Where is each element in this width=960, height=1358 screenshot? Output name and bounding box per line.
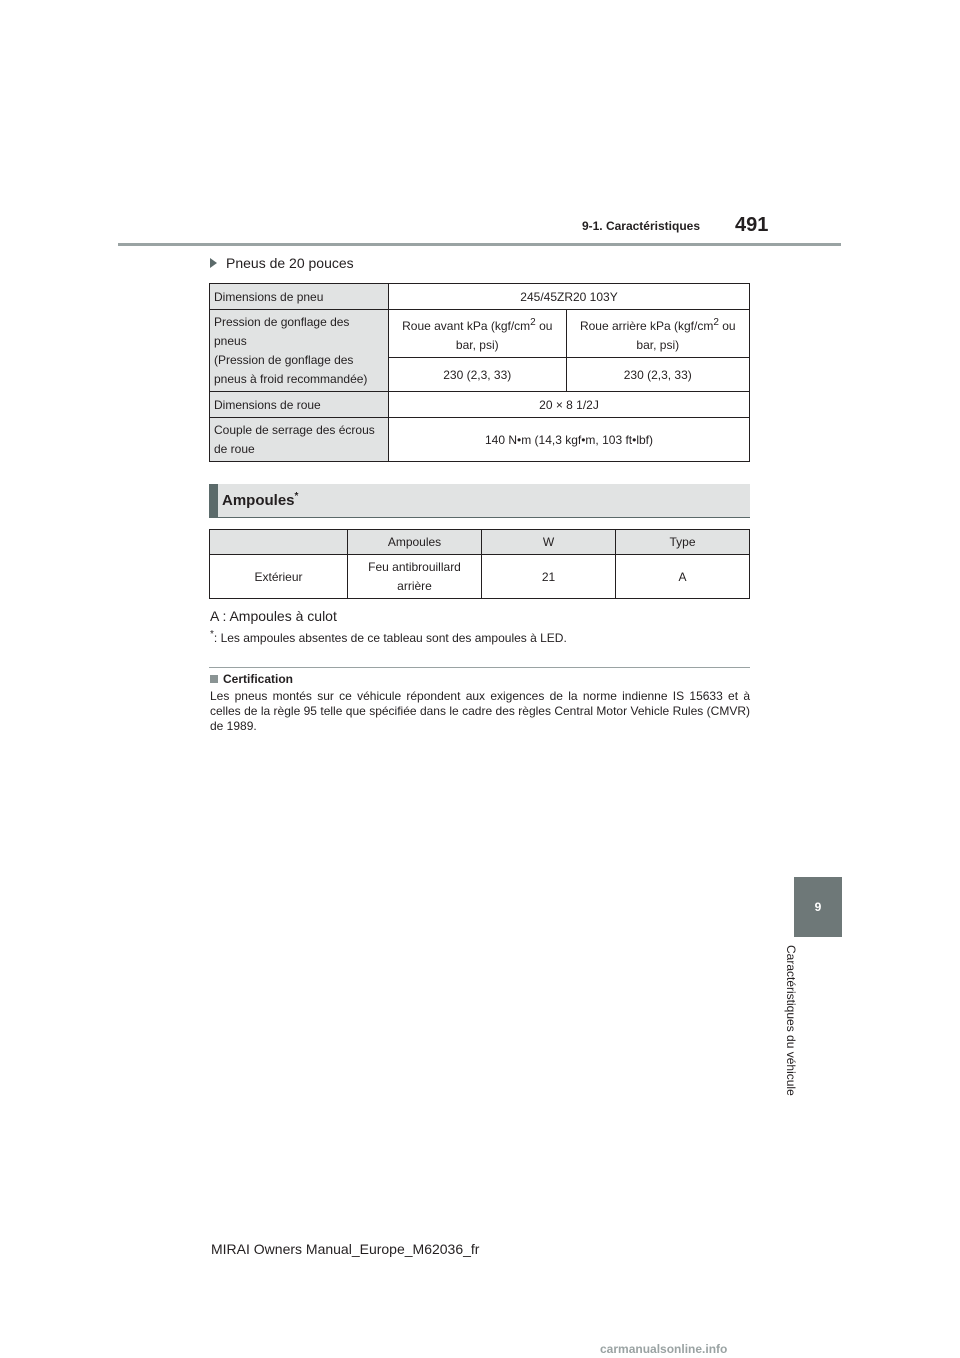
bulb-location: Extérieur (210, 555, 348, 599)
triangle-bullet-icon (210, 258, 217, 268)
section-marker-bar (209, 484, 218, 518)
front-header-units: bar, psi) (455, 337, 499, 352)
bulb-header-empty (210, 530, 348, 555)
bulb-title-asterisk: * (294, 491, 299, 502)
front-header-text: Roue avant kPa (kgf/cm (402, 318, 531, 333)
tire-pressure-label-line: Pression de gonflage des (214, 314, 350, 329)
tire-pressure-label-line: pneus à froid recommandée) (214, 371, 368, 386)
section-title: 9-1. Caractéristiques (581, 219, 700, 233)
bulb-name-line: arrière (397, 578, 432, 593)
rear-pressure-value: 230 (2,3, 33) (566, 358, 749, 392)
tire-dimensions-value: 245/45ZR20 103Y (389, 284, 750, 310)
footer-manual-id: MIRAI Owners Manual_Europe_M62036_fr (211, 1241, 480, 1257)
tire-pressure-label-line: pneus (214, 333, 247, 348)
chapter-label-text: Caractéristiques du véhicule (784, 945, 798, 1096)
tire-pressure-label-line: (Pression de gonflage des (214, 352, 354, 367)
footnote-mark: * (210, 629, 214, 640)
front-header-text-tail: ou (535, 318, 553, 333)
bulb-table (209, 529, 750, 599)
square-bullet-icon (210, 675, 218, 683)
wheel-dimensions-value: 20 × 8 1/2J (389, 392, 750, 418)
bulb-section-title: Ampoules* (222, 491, 299, 509)
certification-heading-text: Certification (223, 672, 294, 686)
lug-torque-label-line: de roue (214, 441, 255, 456)
front-wheel-header (389, 310, 567, 358)
bulb-header-bulbs: Ampoules (348, 530, 482, 555)
bulb-name-line: Feu antibrouillard (368, 559, 461, 574)
watermark: carmanualsonline.info (600, 1342, 728, 1356)
bulb-type-note: A : Ampoules à culot (210, 608, 337, 624)
front-pressure-value: 230 (2,3, 33) (389, 358, 567, 392)
subheading (210, 255, 354, 271)
wheel-dimensions-label: Dimensions de roue (210, 392, 389, 418)
footnote-text: : Les ampoules absentes de ce tableau sont des ampoules à LED. (213, 631, 567, 645)
rear-header-sup: 2 (713, 316, 719, 328)
lug-torque-label (210, 418, 389, 462)
bulb-watts: 21 (482, 555, 616, 599)
bulb-section-rule (209, 517, 750, 518)
rear-header-units: bar, psi) (636, 337, 680, 352)
rear-wheel-header (566, 310, 749, 358)
chapter-label (784, 945, 804, 1145)
chapter-tab: 9 (794, 877, 842, 937)
certification-text: Les pneus montés sur ce véhicule répondent aux exigences de la norme indienne IS 15633 et à celles de la règle 95 telle que spécifiée dans le cadre des règles Central Motor Vehicle Rules (CMVR) de 1989. (210, 689, 750, 733)
bulb-section-header (209, 484, 750, 518)
lug-torque-label-line: Couple de serrage des écrous (214, 422, 375, 437)
footnote (210, 629, 567, 645)
subheading-text: Pneus de 20 pouces (226, 255, 354, 271)
rear-header-text-tail: ou (718, 318, 736, 333)
lug-torque-value: 140 N•m (14,3 kgf•m, 103 ft•lbf) (389, 418, 750, 462)
front-header-sup: 2 (530, 316, 536, 328)
rear-header-text: Roue arrière kPa (kgf/cm (579, 318, 714, 333)
tire-dimensions-label: Dimensions de pneu (210, 284, 389, 310)
bulb-header-watts: W (482, 530, 616, 555)
tire-pressure-label (210, 310, 389, 392)
bulb-type: A (616, 555, 750, 599)
page-number: 491 (735, 214, 769, 236)
certification-rule (209, 667, 750, 668)
bulb-header-type: Type (616, 530, 750, 555)
certification-heading (210, 672, 293, 686)
header-rule (118, 243, 841, 246)
bulb-name (348, 555, 482, 599)
tire-spec-table (209, 283, 750, 462)
